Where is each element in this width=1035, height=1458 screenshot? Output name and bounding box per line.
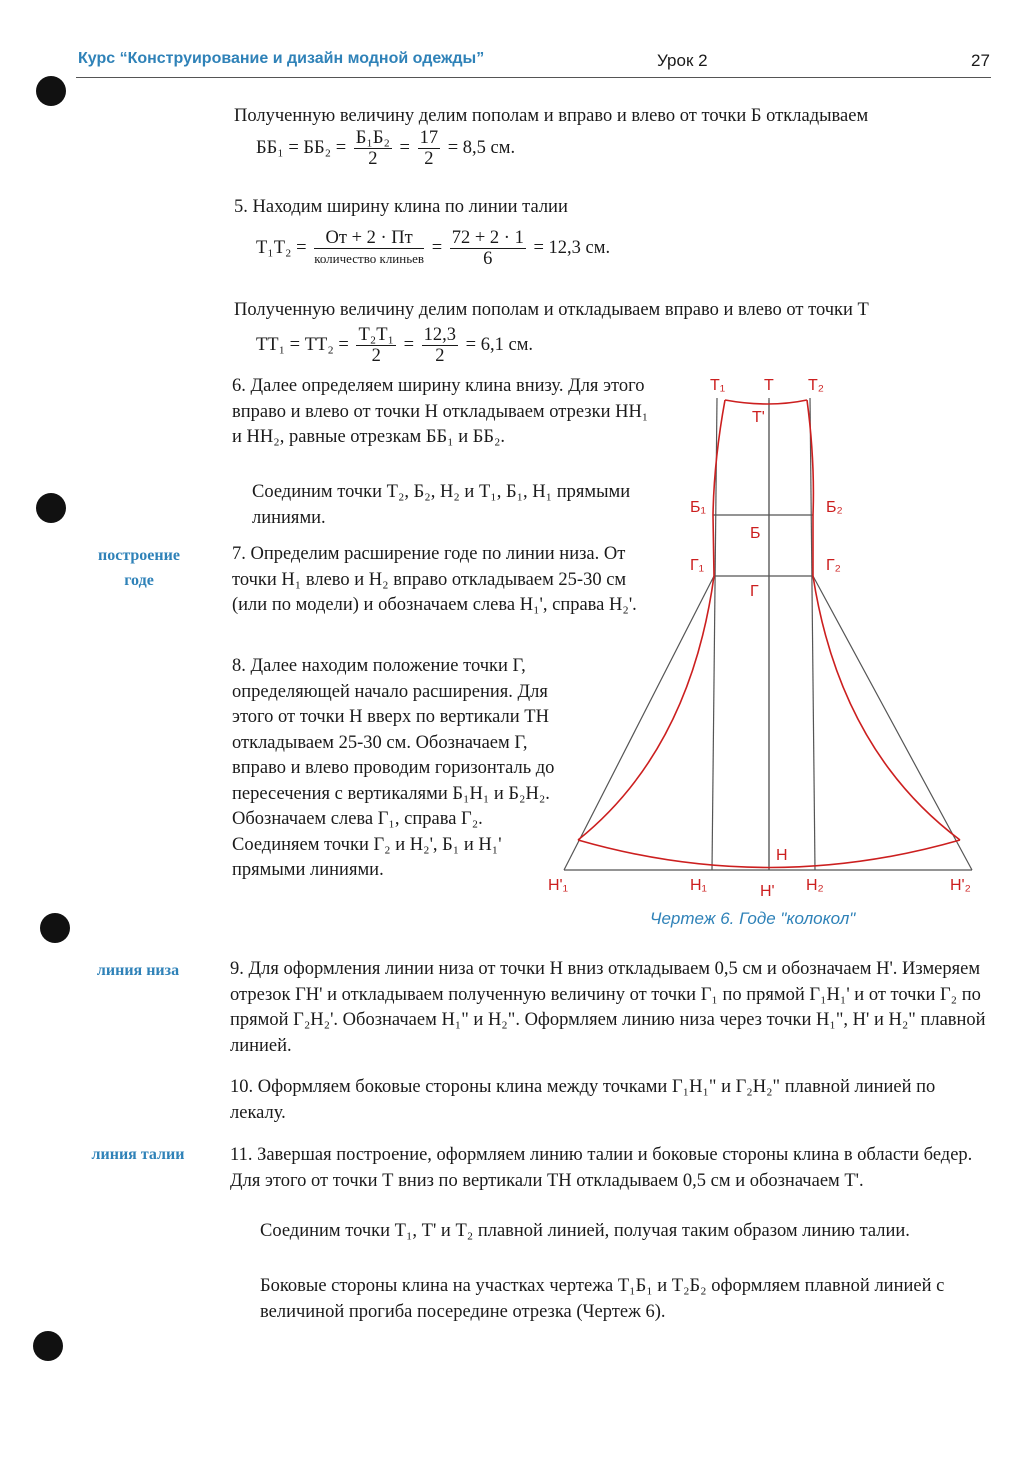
label-b1: Б₁ [690, 499, 706, 516]
right-side-curve [807, 400, 960, 840]
step7-text: 7. Определим расширение годе по линии низа. От точки Н₁ влево и Н₂ вправо откладываем 25-30 см (или по модели) и обозначаем слева Н₁', справа Н₂'. [232, 544, 637, 615]
binder-hole [33, 1331, 63, 1361]
formula-bb-num2: 17 [419, 128, 439, 148]
formula-tt-num: Т₂Т₁ [358, 325, 394, 345]
formula-tt-result: = 6,1 см. [465, 334, 534, 355]
binder-hole [36, 76, 66, 106]
label-t: Т [764, 377, 774, 394]
formula-t-result: = 12,3 см. [533, 237, 611, 258]
page-number: 27 [971, 51, 990, 70]
formula-bb-result: = 8,5 см. [447, 137, 516, 158]
formula-tt-width [256, 228, 610, 269]
step10-text: 10. Оформляем боковые стороны клина между точками Г₁Н₁" и Г₂Н₂" плавной линией по лекалу. [230, 1077, 936, 1123]
formula-t-lhs: Т₁Т₂ = [256, 237, 307, 258]
formula-tt [256, 325, 533, 366]
label-b: Б [750, 525, 761, 542]
course-title: Курс “Конструирование и дизайн модной одежды” [78, 50, 485, 67]
step9-text: 9. Для оформления линии низа от точки Н вниз откладываем 0,5 см и обозначаем Н'. Измеряем отрезок ГН' и откладываем полученную величину от точки Г₁ по прямой Г₁Н₁' и от точки Г₂ по прямой Г₂Н₂'. Обозначаем Н₁" и Н₂". Оформляем линию низа через точки Н₁", Н' и Н₂" плавной линией. [230, 959, 986, 1056]
left-side-curve [578, 400, 725, 840]
line-g2-h2p [813, 576, 972, 870]
formula-tt-lhs: ТТ₁ = ТТ₂ = [256, 334, 349, 355]
formula-t-num2: 72 + 2 · 1 [451, 228, 524, 248]
lesson-label: Урок 2 [657, 51, 708, 70]
formula-bb [256, 128, 515, 169]
margin-note-goda: построение годе [98, 547, 180, 589]
label-hp: Н' [760, 883, 775, 900]
intro-text: Полученную величину делим пополам и вправо и влево от точки Б откладываем [234, 106, 869, 126]
label-h: Н [776, 847, 788, 864]
formula-bb-den: 2 [368, 149, 378, 169]
goda-bell-diagram [540, 370, 1000, 910]
half-text: Полученную величину делим пополам и откладываем вправо и влево от точки Т [234, 300, 869, 320]
formula-tt-mid: = [403, 334, 415, 355]
formula-tt-num2: 12,3 [423, 325, 457, 345]
diagram-labels [548, 377, 971, 900]
formula-bb-lhs: ББ₁ = ББ₂ = [256, 137, 347, 158]
label-h1: Н₁ [690, 877, 707, 894]
label-h2: Н₂ [806, 877, 824, 894]
formula-bb-mid: = [399, 137, 410, 158]
formula-bb-den2: 2 [424, 149, 434, 169]
label-tp: Т' [752, 409, 765, 426]
label-t1: Т₁ [710, 377, 726, 394]
margin-note-waist: линия талии [91, 1146, 185, 1163]
binder-hole [40, 913, 70, 943]
label-b2: Б₂ [826, 499, 843, 516]
formula-t-num: Oт + 2 · Пт [314, 228, 424, 249]
label-t2: Т₂ [808, 377, 824, 394]
label-g2: Г₂ [826, 557, 841, 574]
step11-text2: Соединим точки Т₁, Т' и Т₂ плавной линией, получая таким образом линию талии. [260, 1221, 910, 1241]
binder-hole [36, 493, 66, 523]
formula-tt-den2: 2 [435, 346, 445, 366]
formula-t-mid: = [431, 237, 443, 258]
formula-t-den: количество клиньев [314, 251, 425, 266]
label-g: Г [750, 583, 759, 600]
diagram-caption: Чертеж 6. Годе "колокол" [650, 909, 856, 928]
label-h2p: Н'₂ [950, 877, 971, 894]
margin-note-hem: линия низа [96, 962, 180, 979]
step5-text: 5. Находим ширину клина по линии талии [234, 197, 568, 217]
step11-text3: Боковые стороны клина на участках чертежа Т₁Б₁ и Т₂Б₂ оформляем плавной линией с величиной прогиба посередине отрезка (Чертеж 6). [260, 1276, 945, 1322]
step6-text2: Соединим точки Т₂, Б₂, Н₂ и Т₁, Б₁, Н₁ прямыми линиями. [252, 482, 631, 528]
line-g1-h1p [564, 576, 714, 870]
step6-text: 6. Далее определяем ширину клина внизу. Для этого вправо и влево от точки Н откладываем отрезки НН₁ и НН₂, равные отрезкам ББ₁ и ББ₂. [232, 376, 649, 447]
step8-text: 8. Далее находим положение точки Г, определяющей начало расширения. Для этого от точки Н вверх по вертикали ТН откладываем 25-30 см. Обозначаем Г, вправо и влево проводим горизонталь до пересечения с вертикалями Б₁Н₁ и Б₂Н₂. Обозначаем слева Г₁, справа Г₂. Соединяем точки Г₂ и Н₂', Б₁ и Н₁' прямыми линиями. [232, 656, 555, 880]
label-g1: Г₁ [690, 557, 705, 574]
construction-lines [564, 398, 972, 870]
formula-t-den2: 6 [483, 249, 493, 269]
formula-tt-den: 2 [371, 346, 381, 366]
waist-curve [725, 400, 807, 404]
label-h1p: Н'₁ [548, 877, 569, 894]
header-rule [76, 77, 991, 78]
formula-bb-num: Б₁Б₂ [355, 128, 390, 148]
step11-text: 11. Завершая построение, оформляем линию талии и боковые стороны клина в области бедер. Для этого от точки Т вниз по вертикали ТН откладываем 0,5 см и обозначаем Т'. [230, 1145, 973, 1191]
